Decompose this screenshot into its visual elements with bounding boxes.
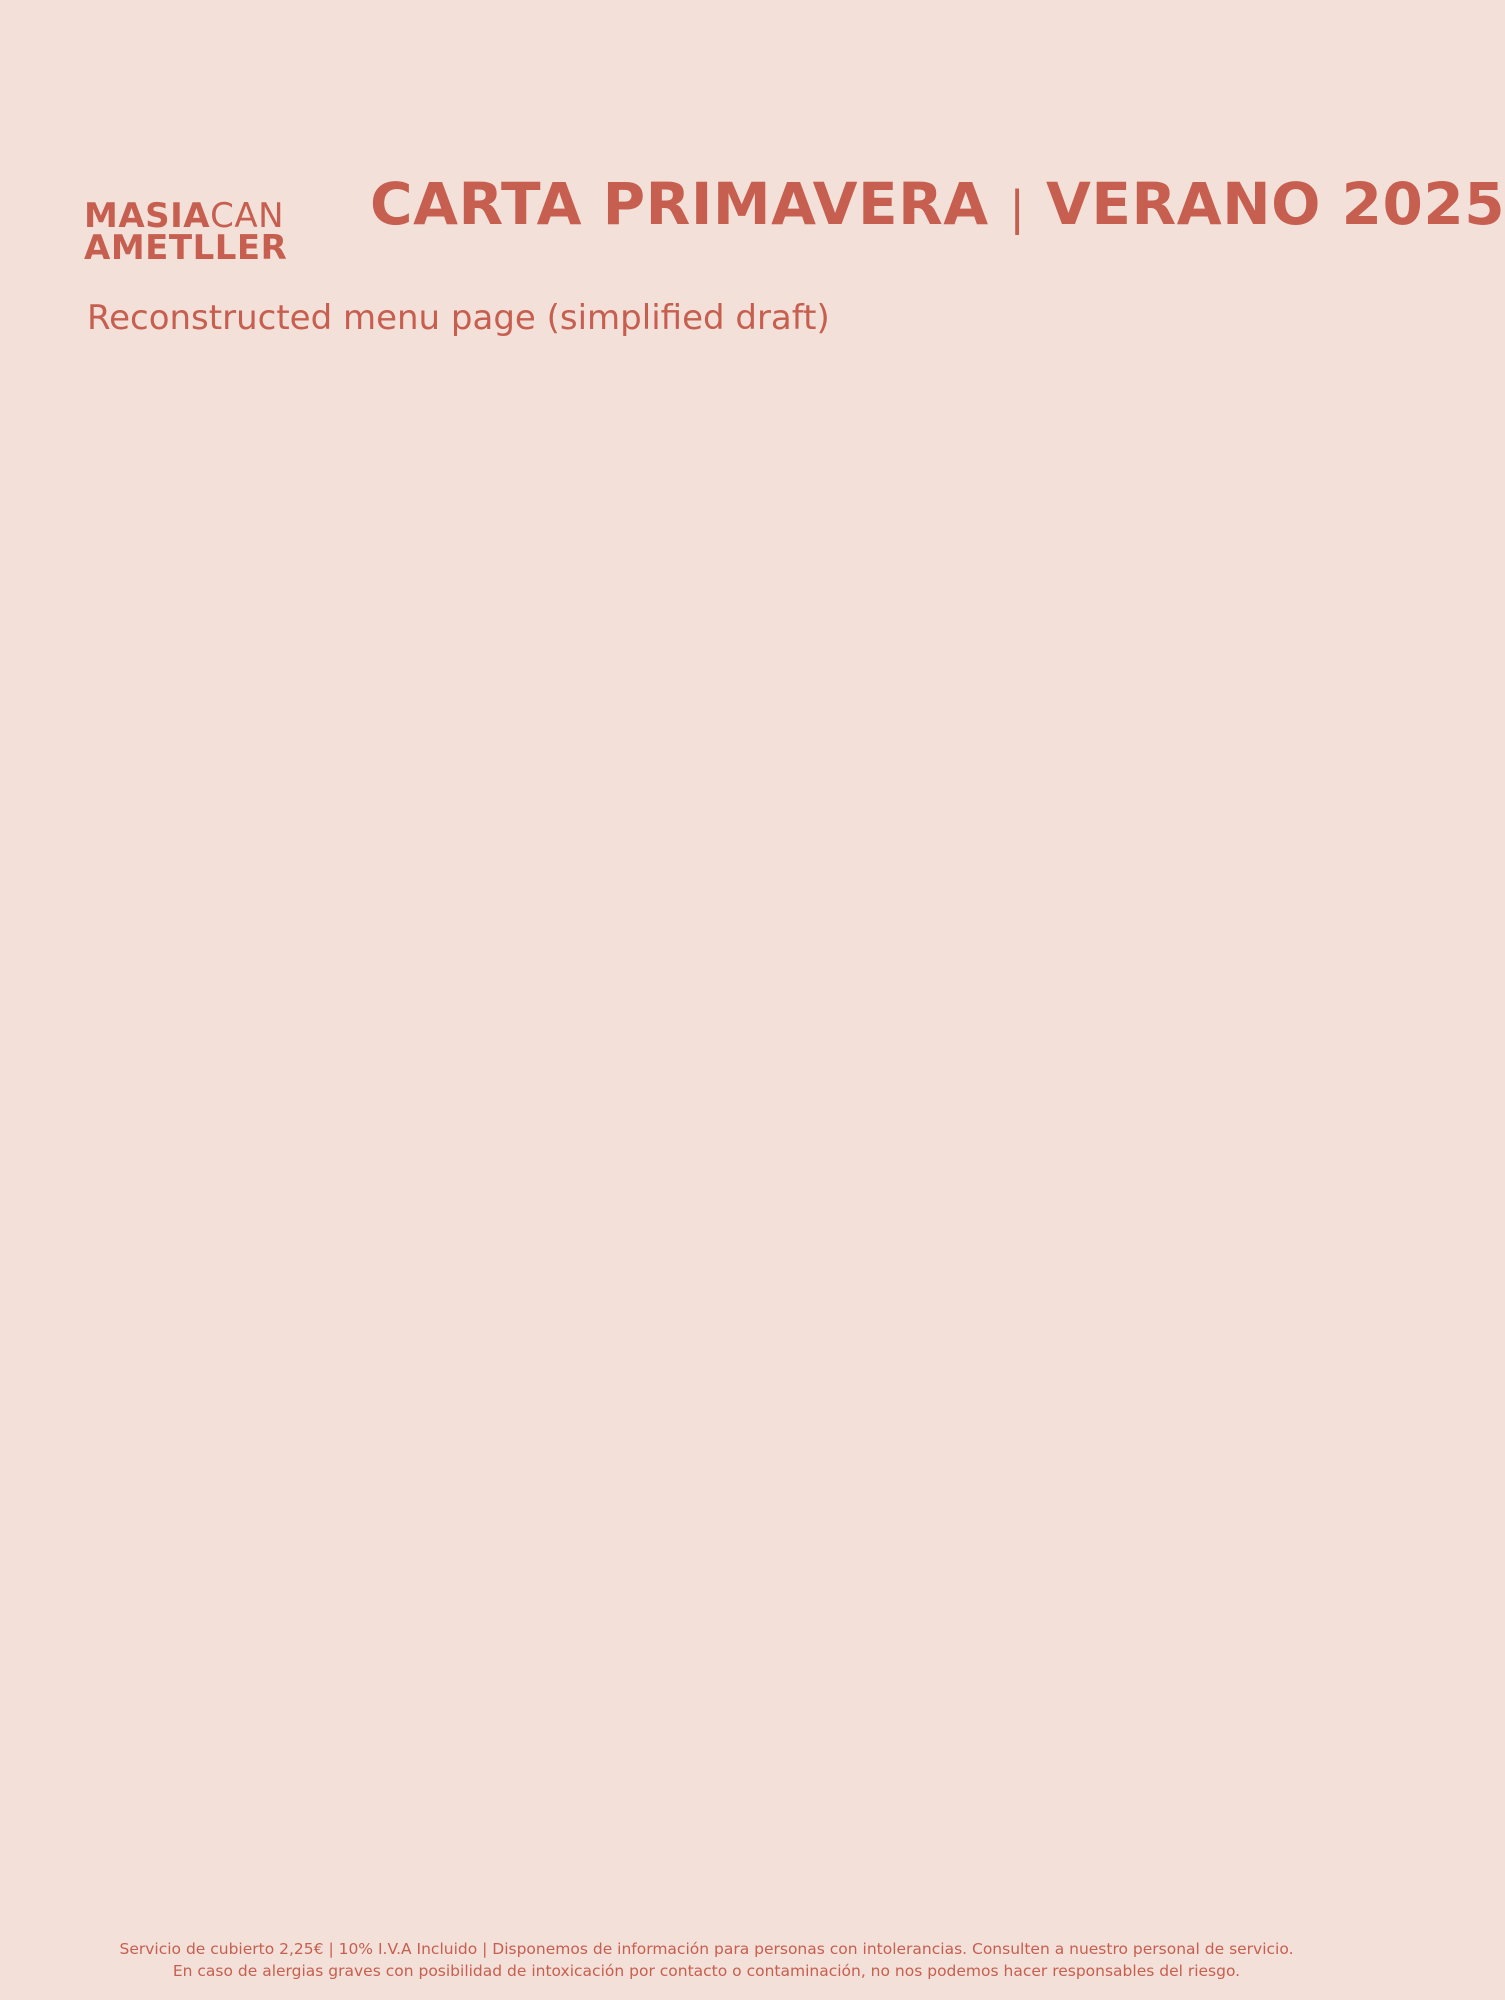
logo — [82, 100, 292, 270]
logo-text — [84, 196, 288, 268]
placeholder-text: Reconstructed menu page (simplified draft) — [87, 298, 830, 338]
footer-line-2: En caso de alergias graves con posibilidad de intoxicación por contacto o contaminación, no nos podemos hacer responsables del riesgo. — [172, 1962, 1241, 1980]
logo-line1-bold: MASIA — [84, 196, 211, 236]
footer-line-1: Servicio de cubierto 2,25€ | 10% I.V.A Incluido | Disponemos de información para personas con intolerancias. Consulten a nuestro personal de servicio. — [119, 1940, 1294, 1958]
logo-line2: AMETLLER — [84, 228, 288, 268]
placeholder-body — [87, 296, 1332, 342]
header — [0, 0, 1505, 280]
logo-line1-thin: CAN — [210, 196, 285, 236]
page-title: CARTA PRIMAVERA | VERANO 2025 — [370, 170, 1505, 238]
footer — [0, 1938, 1413, 1982]
